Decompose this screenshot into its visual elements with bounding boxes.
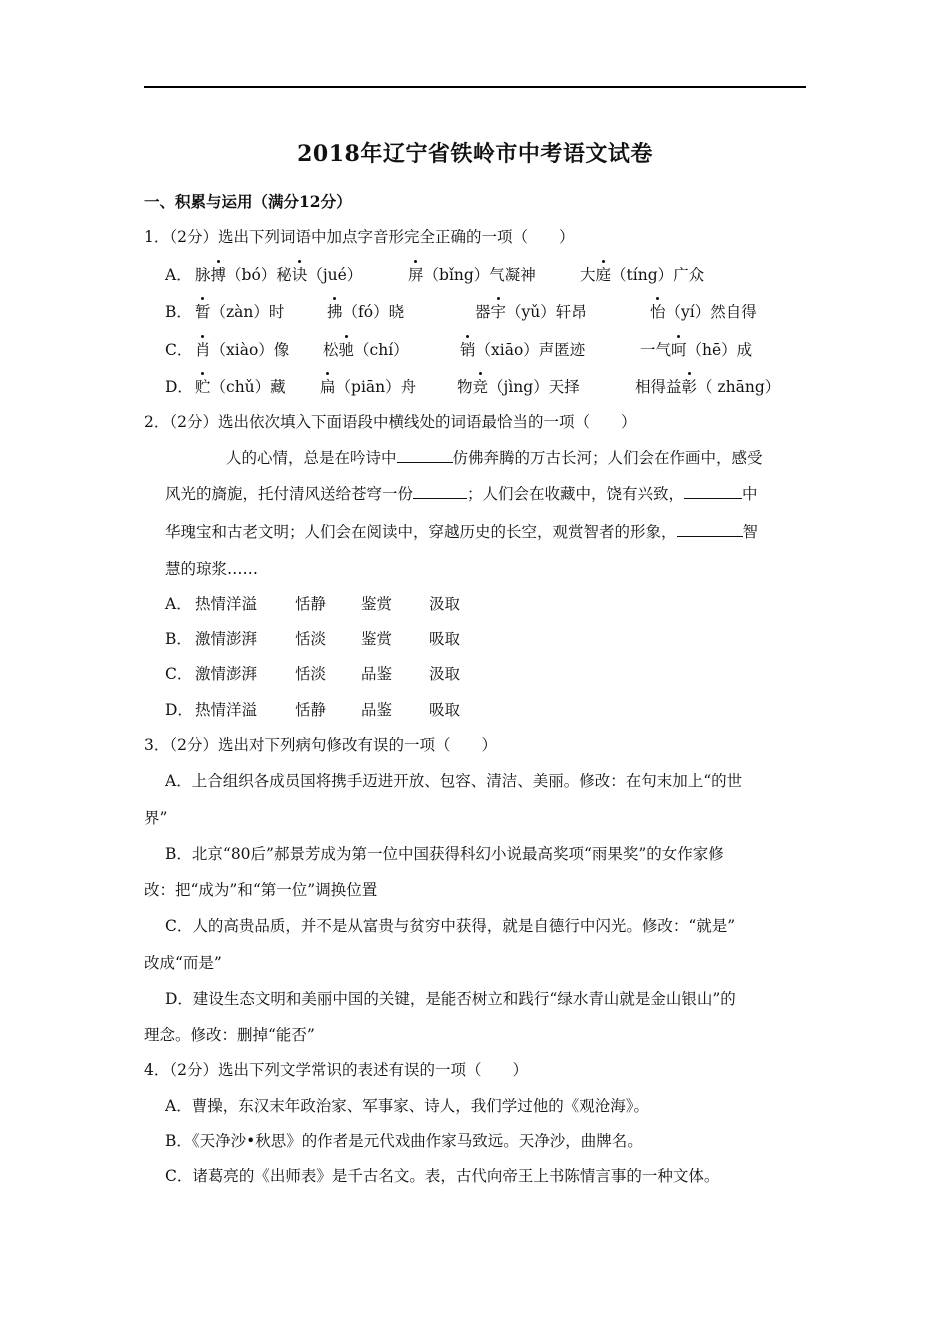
header-rule — [144, 86, 806, 88]
question-2-passage-line-3: 华瑰宝和古老文明；人们会在阅读中，穿越历史的长空，观赏智者的形象， 智 — [165, 523, 759, 541]
option-word-2: 松驰（chí） — [323, 341, 409, 359]
option-word-2: 扁（piān）舟 — [320, 378, 417, 396]
question-3-option-d[interactable]: D．建设生态文明和美丽中国的关键，是能否树立和践行“绿水青山就是金山银山”的 — [165, 990, 736, 1008]
option-word-4: 怡（yí）然自得 — [650, 303, 757, 321]
fill-blank-2[interactable] — [413, 484, 467, 499]
option-word-4: 一气呵（hē）成 — [640, 341, 753, 359]
option-word-3: 销（xiāo）声匿迹 — [460, 341, 586, 359]
option-word-3: 大庭（tíng）广众 — [580, 266, 705, 284]
fill-blank-4[interactable] — [677, 522, 743, 537]
question-2-passage-line-1: 人的心情，总是在吟诗中 仿佛奔腾的万古长河；人们会在作画中，感受 — [226, 449, 763, 467]
question-1-stem: 1．（2分）选出下列词语中加点字音形完全正确的一项（ ） — [144, 228, 575, 246]
option-word-1: 肖（xiào）像 — [195, 341, 290, 359]
fill-blank-3[interactable] — [684, 484, 742, 499]
option-word-1: 暂（zàn）时 — [195, 303, 285, 321]
question-3-option-a-cont: 界” — [144, 809, 168, 827]
option-word-3: 物竞（jìng）天择 — [457, 378, 580, 396]
question-4-option-c[interactable]: C．诸葛亮的《出师表》是千古名文。表，古代向帝王上书陈情言事的一种文体。 — [165, 1167, 720, 1185]
exam-title: 2018年辽宁省铁岭市中考语文试卷 — [297, 141, 653, 167]
question-2-option-d[interactable]: D． 热情洋溢 恬静 品鉴 吸取 — [165, 701, 461, 719]
option-word-1: 贮（chǔ）藏 — [195, 378, 286, 396]
section-heading: 一、积累与运用（满分12分） — [144, 192, 352, 211]
question-1-option-b[interactable] — [165, 302, 805, 324]
option-label: B． — [165, 303, 192, 321]
question-1-option-a[interactable] — [165, 265, 805, 287]
option-word-4: 相得益彰（ zhāng） — [635, 378, 781, 396]
question-1-option-d[interactable] — [165, 377, 805, 399]
option-label: D． — [165, 378, 193, 396]
question-4-stem: 4．（2分）选出下列文学常识的表述有误的一项（ ） — [144, 1061, 528, 1079]
option-word-3: 器宇（yǔ）轩昂 — [475, 303, 587, 321]
option-word-2: 屏（bǐng）气凝神 — [408, 266, 536, 284]
question-2-option-c[interactable]: C． 激情澎湃 恬淡 品鉴 汲取 — [165, 665, 461, 683]
question-1-option-c[interactable] — [165, 340, 805, 362]
option-label: C． — [165, 341, 193, 359]
question-3-option-c-cont: 改成“而是” — [144, 954, 222, 972]
question-3-option-b[interactable]: B．北京“80后”郝景芳成为第一位中国获得科幻小说最高奖项“雨果奖”的女作家修 — [165, 845, 724, 863]
question-4-option-b[interactable]: B．《天净沙•秋思》的作者是元代戏曲作家马致远。天净沙，曲牌名。 — [165, 1132, 643, 1150]
question-2-passage-line-4: 慧的琼浆…… — [165, 560, 259, 578]
question-2-option-b[interactable]: B． 激情澎湃 恬淡 鉴赏 吸取 — [165, 630, 461, 648]
option-word-1: 脉搏（bó）秘诀（jué） — [195, 266, 363, 284]
option-label: A． — [165, 266, 192, 284]
option-word-2: 拂（fó）晓 — [327, 303, 405, 321]
fill-blank-1[interactable] — [397, 448, 453, 463]
question-2-passage-line-2: 风光的旖旎，托付清风送给苍穹一份 ；人们会在收藏中，饶有兴致， 中 — [165, 485, 758, 503]
question-2-stem: 2．（2分）选出依次填入下面语段中横线处的词语最恰当的一项（ ） — [144, 413, 637, 431]
question-4-option-a[interactable]: A．曹操，东汉末年政治家、军事家、诗人，我们学过他的《观沧海》。 — [165, 1097, 649, 1115]
question-3-stem: 3．（2分）选出对下列病句修改有误的一项（ ） — [144, 736, 497, 754]
question-3-option-b-cont: 改：把“成为”和“第一位”调换位置 — [144, 881, 378, 899]
question-3-option-a[interactable]: A．上合组织各成员国将携手迈进开放、包容、清洁、美丽。修改：在句末加上“的世 — [165, 772, 743, 790]
question-3-option-c[interactable]: C．人的高贵品质，并不是从富贵与贫穷中获得，就是自德行中闪光。修改：“就是” — [165, 917, 736, 935]
question-2-option-a[interactable]: A． 热情洋溢 恬静 鉴赏 汲取 — [165, 595, 461, 613]
question-3-option-d-cont: 理念。修改：删掉“能否” — [144, 1026, 315, 1044]
